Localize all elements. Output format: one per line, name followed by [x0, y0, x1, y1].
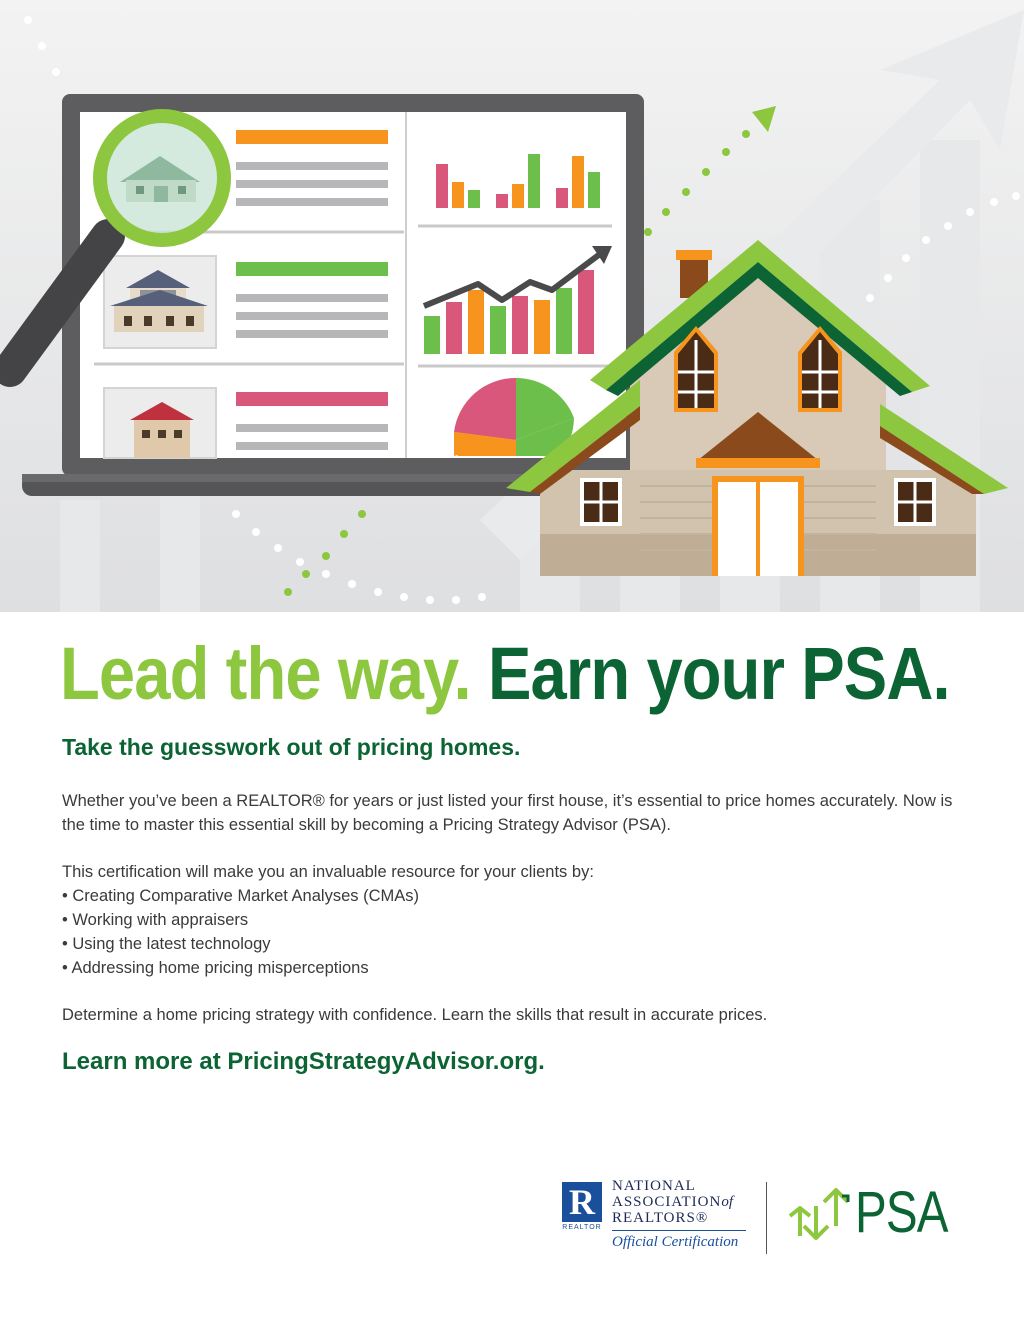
- psa-wordmark: PSA: [855, 1180, 948, 1245]
- nar-mark-letter: R: [569, 1182, 595, 1222]
- nar-logo-icon: [560, 1180, 604, 1234]
- benefits-list: [62, 884, 419, 980]
- benefits-lead: This certification will make you an invaluable resource for your clients by:: [62, 863, 594, 881]
- logo-bar: [560, 1178, 960, 1262]
- nar-line3: REALTORS®: [612, 1210, 709, 1226]
- list-item: • Creating Comparative Market Analyses (CMAs): [62, 884, 419, 908]
- headline: [60, 628, 950, 720]
- list-item: • Addressing home pricing misperceptions: [62, 956, 419, 980]
- cta-link-text[interactable]: Learn more at PricingStrategyAdvisor.org.: [62, 1048, 545, 1075]
- list-item: • Using the latest technology: [62, 932, 419, 956]
- closing-paragraph: Determine a home pricing strategy with confidence. Learn the skills that result in accurate prices.: [62, 1006, 768, 1024]
- logo-divider: [766, 1182, 767, 1254]
- nar-mark-word: REALTOR: [562, 1224, 602, 1231]
- list-item: • Working with appraisers: [62, 908, 419, 932]
- nar-wordmark: [612, 1178, 733, 1226]
- intro-paragraph: Whether you’ve been a REALTOR® for years or just listed your first house, it’s essential to price homes accurately. Now is the time to master this essential skill by becoming a Pricing Strategy Advisor (PSA).: [62, 792, 953, 834]
- nar-certification: Official Certification: [612, 1234, 739, 1250]
- nar-divider: [612, 1230, 746, 1231]
- psa-arrows-icon: [786, 1186, 856, 1246]
- headline-part2: Earn your PSA.: [487, 632, 950, 715]
- nar-of: of: [721, 1194, 734, 1210]
- nar-line1: NATIONAL: [612, 1178, 696, 1194]
- nar-line2: ASSOCIATION: [612, 1194, 722, 1210]
- hero-illustration: [0, 0, 1024, 612]
- subheadline: Take the guesswork out of pricing homes.: [62, 734, 521, 760]
- headline-part1: Lead the way.: [60, 632, 471, 715]
